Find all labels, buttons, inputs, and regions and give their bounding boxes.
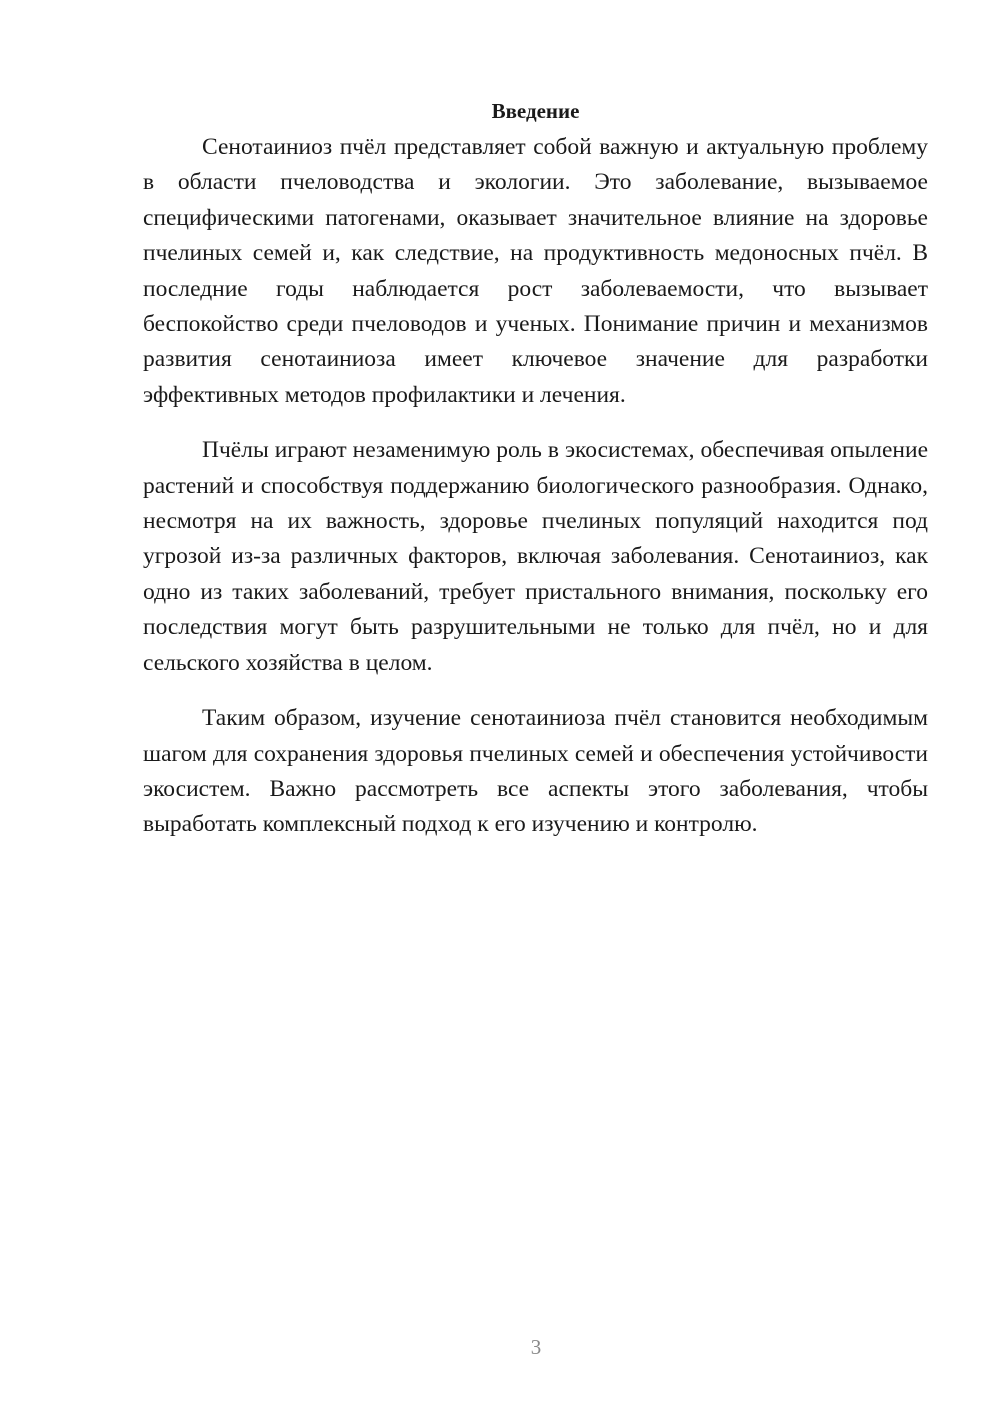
section-heading: Введение [491, 99, 580, 123]
paragraph-2: Пчёлы играют незаменимую роль в экосистемах, обеспечивая опыление растений и способствуя поддержанию биологического разнообразия. Однако, несмотря на их важность, здоровье пчелиных популяций находится под угрозой из-за различных факторов, включая заболевания. Сенотаиниоз, как одно из таких заболеваний, требует пристального внимания, поскольку его последствия могут быть разрушительными не только для пчёл, но и для сельского хозяйства в целом. [143, 437, 928, 676]
paragraph-3: Таким образом, изучение сенотаиниоза пчёл становится необходимым шагом для сохранения здоровья пчелиных семей и обеспечения устойчивости экосистем. Важно рассмотреть все аспекты этого заболевания, чтобы выработать комплексный подход к его изучению и контролю. [143, 705, 928, 838]
page-number: 3 [530, 1335, 542, 1359]
paragraph-1: Сенотаиниоз пчёл представляет собой важную и актуальную проблему в области пчеловодства и экологии. Это заболевание, вызываемое специфическими патогенами, оказывает значительное влияние на здоровье пчелиных семей и, как следствие, на продуктивность медоносных пчёл. В последние годы наблюдается рост заболеваемости, что вызывает беспокойство среди пчеловодов и ученых. Понимание причин и механизмов развития сенотаиниоза имеет ключевое значение для разработки эффективных методов профилактики и лечения. [143, 134, 928, 408]
page-content [143, 96, 928, 863]
